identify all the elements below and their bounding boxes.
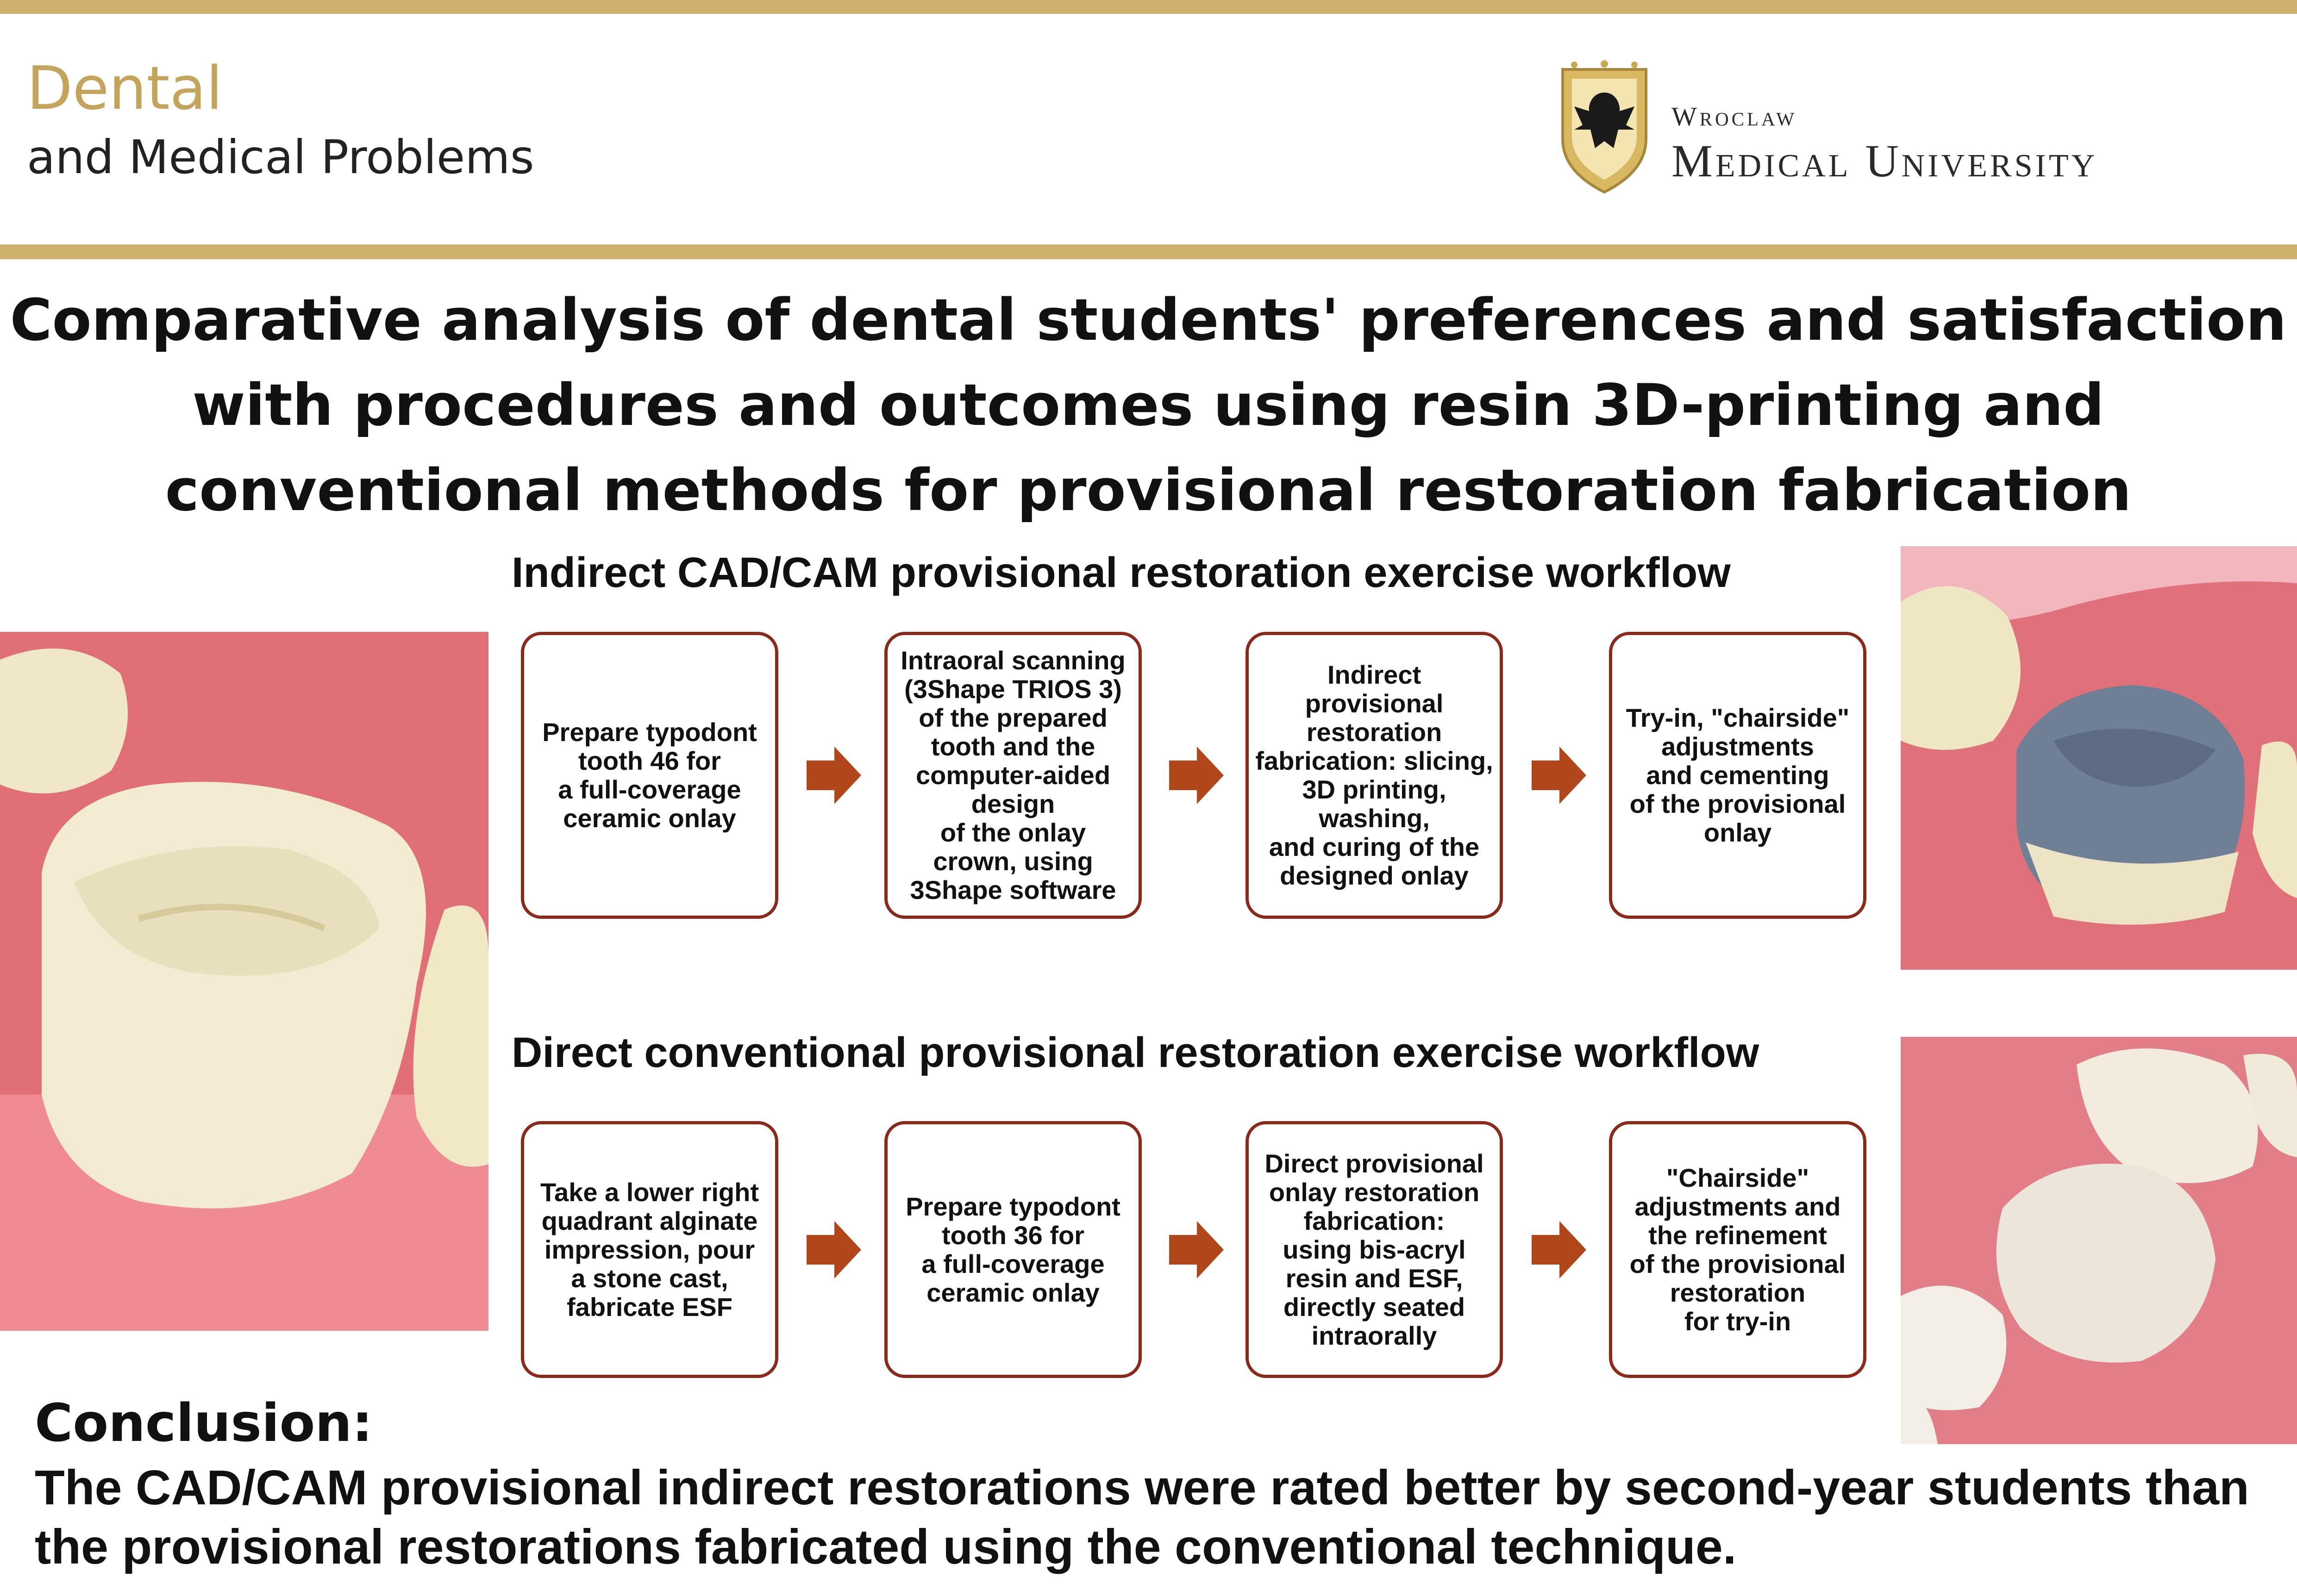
conventional-provisional-restoration-photo <box>1901 1037 2297 1444</box>
journal-title-line1: Dental <box>27 54 223 123</box>
indirect-step-2 <box>884 632 1142 919</box>
indirect-step-4-text: Try-in, "chairside" adjustments and cementing of the provisional onlay <box>1626 703 1850 847</box>
direct-step-4 <box>1609 1121 1866 1378</box>
journal-title <box>27 54 534 184</box>
indirect-step-4 <box>1609 632 1866 919</box>
direct-step-2-text: Prepare typodont tooth 36 for a full-coverage ceramic onlay <box>906 1191 1120 1307</box>
university-crest-logo <box>1556 60 1653 194</box>
arrow-right-icon <box>834 1221 861 1278</box>
direct-workflow-heading: Direct conventional provisional restoration exercise workflow <box>512 1029 1759 1076</box>
arrow-right-icon <box>1559 1221 1586 1278</box>
direct-step-2 <box>884 1121 1142 1378</box>
indirect-step-2-text: Intraoral scanning (3Shape TRIOS 3) of the prepared tooth and the computer-aided design of the onlay crown, using 3Shape software <box>901 646 1126 904</box>
university-name-line1: Wroclaw <box>1671 101 1797 131</box>
journal-title-line2: and Medical Problems <box>27 130 534 184</box>
indirect-step-3 <box>1246 632 1503 919</box>
poster-title: Comparative analysis of dental students' preferences and satisfaction with procedures and outcomes using resin 3D-printing and conventional methods for provisional restoration fabrication <box>10 287 2287 524</box>
top-gold-bar <box>0 0 2297 14</box>
cadcam-provisional-restoration-photo <box>1901 546 2297 970</box>
arrow-right-icon <box>1197 747 1224 804</box>
direct-step-1-text: Take a lower right quadrant alginate impression, pour a stone cast, fabricate ESF <box>540 1177 759 1322</box>
direct-step-3 <box>1246 1121 1503 1378</box>
arrow-right-icon <box>1559 747 1586 804</box>
indirect-workflow-heading: Indirect CAD/CAM provisional restoration exercise workflow <box>512 549 1731 596</box>
prepared-tooth-photo <box>0 632 488 1331</box>
indirect-step-1 <box>521 632 778 919</box>
header-divider-gold-bar <box>0 244 2297 259</box>
indirect-step-1-text: Prepare typodont tooth 46 for a full-coverage ceramic onlay <box>542 717 757 833</box>
direct-step-1 <box>521 1121 778 1378</box>
university-name-line2: Medical University <box>1671 135 2098 187</box>
conclusion-text: The CAD/CAM provisional indirect restorations were rated better by second-year students than the provisional restorations fabricated using the conventional technique. <box>35 1460 2249 1574</box>
arrow-right-icon <box>1197 1221 1224 1278</box>
indirect-step-3-text: Indirect provisional restoration fabrication: slicing, 3D printing, washing, and curing of the designed onlay <box>1255 660 1493 890</box>
arrow-right-icon <box>834 747 861 804</box>
conclusion-heading: Conclusion: <box>35 1393 373 1453</box>
direct-step-4-text: "Chairside" adjustments and the refinement of the provisional restoration for try-in <box>1629 1163 1846 1336</box>
direct-step-3-text: Direct provisional onlay restoration fabrication: using bis-acryl resin and ESF, directly seated intraorally <box>1264 1148 1484 1350</box>
